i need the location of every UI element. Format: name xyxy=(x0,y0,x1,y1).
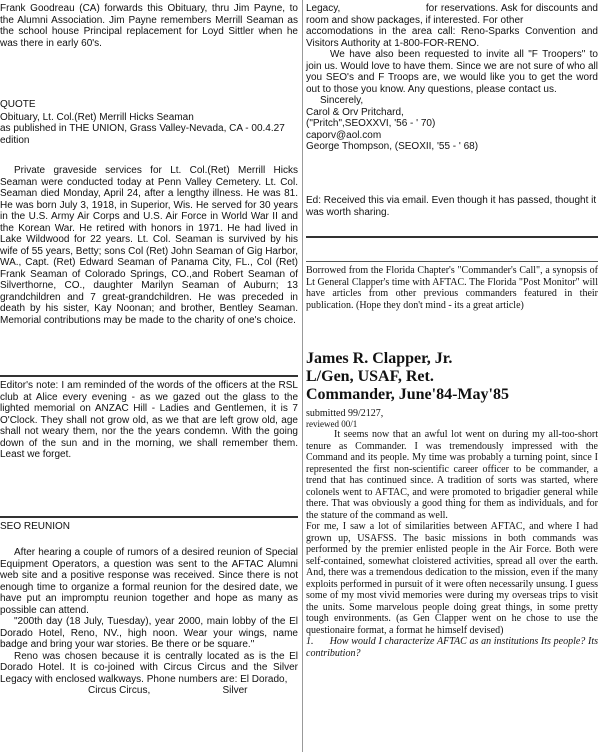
heading-term: Commander, June'84-May'85 xyxy=(306,386,509,403)
seo-paragraph-3: Reno was chosen because it is centrally located as is the El Dorado Hotel. It is co-joined with Circus Circus and the Silver Legacy with enclosed walkways. Phone numbers are: El Dorado, xyxy=(0,650,298,685)
intro-text: Frank Goodreau (CA) forwards this Obituary, thru Jim Payne, to the Alumni Association. Jim Payne remembers Merrill Seaman as the school house Principal replacement for Loyd Sittler when he was there in early 60's. xyxy=(0,3,298,49)
heading-rank: L/Gen, USAF, Ret. xyxy=(306,368,434,385)
signature-line: Carol & Orv Pritchard, xyxy=(306,106,404,118)
continued-line-2: accomodations in the area call: Reno-Sparks Convention and Visitors Authority at 1-800-FOR-RENO. xyxy=(306,26,598,49)
obituary-text: Private graveside services for Lt. Col.(Ret) Merrill Hicks Seaman were conducted today at Penn Valley Cemetery. Lt. Col. Seaman died Monday, April 24, after a lengthy illness. He was 81. He was born July 3, 1918, in Superior, Wis. He served for 30 years in the U.S. Army Air Corps and U.S. Air Force in World War II and the Korean War. He retired with honors in 1971. He had lived in Lake Wildwood for 22 years. Lt. Col. Seaman is survived by his wife of 55 years, Betty; sons Col (Ret) John Seaman of Gig Harbor, WA., Capt. (Ret) Edward Seaman of Panama City, FL., Col (Ret) Frank Seaman of Colorado Springs, CO.,and Robert Seaman of Silverthorne, CO., daughter Marilyn Seaman of Auburn; 13 grandchildren and 7 great-grandchildren. He was preceded in death by his sister, Kay Noonan; and brother, Bentley Seaman. Memorial contributions may be made to the charity of one's choice. xyxy=(0,165,298,326)
article-paragraph-2: For me, I saw a lot of similarities between AFTAC, and where I had grown up, USAFSS. The basic missions in both commands was performed by the premier enlisted people in the Air Force. Both were self-contained, somewhat cloistered activities, spread all over the earth. And, there was a tremendous dedication to the mission, even if the many exploits performed in pursuit of it were often necessarily unsung. I guess some of my most vivid memories were during my overseas trips to visit the units. Some marvelous people doing great things, in some pretty tough environments. (as Gen Clapper went on he chose to use the questionaire format, a format he himself devised) xyxy=(306,521,598,636)
section-rule xyxy=(0,375,298,377)
ed-note xyxy=(306,195,598,218)
reunion-continued xyxy=(306,3,598,153)
submitted-date: submitted 99/2127, xyxy=(306,408,384,419)
column-divider xyxy=(302,0,303,752)
editors-note-text: Editor's note: I am reminded of the words of the officers at the RSL club at Alice every evening - as we gazed out the glass to the lighted memorial on ANZAC Hill - Ladies and Gentlemen, it is 7 O'Clock. They shall not grow old, as we that are left grow old, age shall not weary them, nor the the years condemn. With the going down of the sun and in the morning, we shall remember them. Least we forget. xyxy=(0,380,298,460)
sign-off: Sincerely, xyxy=(320,95,364,106)
seo-paragraph-2: "200th day (18 July, Tuesday), year 2000, main lobby of the El Dorado Hotel, Reno, NV., high noon. Wear your wings, name badge and bring your war stories. Be there or be square." xyxy=(0,616,298,650)
article-heading xyxy=(306,350,598,404)
invite-paragraph: We have also been requested to invite all "F Troopers" to join us. Would love to have them. Since we are not sure of who all you SEO's and F Troops are, we would like you to get the word out to those you know. Any questions, please contact us. xyxy=(306,49,598,95)
continued-line-1: Legacy, for reservations. Ask for discounts and room and show packages, if interested. For other xyxy=(306,3,598,26)
seo-paragraph-1: After hearing a couple of rumors of a desired reunion of Special Equipment Operators, a question was sent to the AFTAC Alumni web site and a positive response was received. Since there is not enough time to organize a formal reunion for the desired date, we have put an impromptu reunion together and hope as many as possible can attend. xyxy=(0,547,298,616)
intro-paragraph xyxy=(0,3,298,49)
reviewed-date: reviewed 00/1 xyxy=(306,418,358,429)
right-column xyxy=(306,0,598,752)
editors-note-block xyxy=(0,380,298,461)
quote-block xyxy=(0,99,298,146)
signature-line: ("Pritch",SEOXXVI, '56 - ' 70) xyxy=(306,118,436,129)
quote-source: as published in THE UNION, Grass Valley-Nevada, CA - 00.4.27 edition xyxy=(0,123,285,146)
borrowed-block xyxy=(306,263,598,311)
submission-info xyxy=(306,408,598,429)
signature-email: caporv@aol.com xyxy=(306,129,382,141)
ed-note-text: Ed: Received this via email. Even though it has passed, thought it was worth sharing. xyxy=(306,195,597,218)
seo-body xyxy=(0,547,298,697)
seo-heading-text: SEO REUNION xyxy=(0,521,71,532)
seo-heading xyxy=(0,521,298,533)
section-rule xyxy=(0,516,298,518)
question-1: 1. How would I characterize AFTAC as an institutions Its people? Its contribution? xyxy=(306,636,598,659)
left-column xyxy=(0,0,298,752)
signature-line: George Thompson, (SEOXII, '55 - ' 68) xyxy=(306,141,479,152)
borrowed-text: Borrowed from the Florida Chapter's "Commander's Call", a synopsis of Lt General Clapper's time with AFTAC. The Florida "Post Monitor" will have articles from other previous commanders featured in their publication. (Hope they don't mind - its a great article) xyxy=(306,265,598,311)
obituary-paragraph xyxy=(0,165,298,326)
borrowed-rule xyxy=(306,261,598,262)
section-rule xyxy=(306,236,598,238)
article-body xyxy=(306,429,598,659)
article-paragraph-1: It seems now that an awful lot went on during my all-too-short tenure as Commander. I was tremendously impressed with the Command and its people. My time was probably a turning point, since I represented the first non-scientific career officer to be commander, a trend that has continued since. A tradition of sorts was started, where colonels went to AFTAC, and were promoted to brigadier general while there. That was obviously a good thing for them as individuals, and for the stature of the command as well. xyxy=(306,429,598,521)
quote-label: QUOTE xyxy=(0,99,36,110)
heading-name: James R. Clapper, Jr. xyxy=(306,350,453,367)
seo-paragraph-3-end: Circus Circus, Silver xyxy=(88,685,248,696)
quote-title: Obituary, Lt. Col.(Ret) Merrill Hicks Seaman xyxy=(0,111,194,123)
